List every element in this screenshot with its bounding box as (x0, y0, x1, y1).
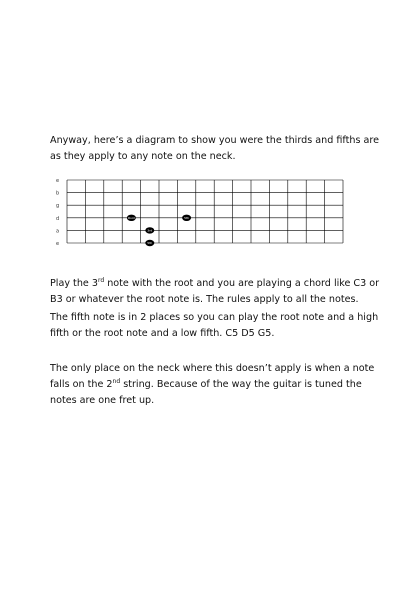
exception-text-end: string. Because of the way the guitar is tuned the notes are one fret up. (50, 379, 362, 406)
fifth-note-paragraph: The fifth note is in 2 places so you can play the root note and a high fifth or the root note and a low fifth. C5 D5 G5. (50, 312, 379, 339)
string-label: a (56, 228, 60, 235)
string-label: d (56, 215, 60, 222)
third-text-end: note with the root and you are playing a chord like C3 or B3 or whatever the root note is. The rules apply to all the notes. (50, 278, 380, 305)
third-note-paragraph (50, 276, 380, 308)
string-label: e (56, 178, 60, 184)
exception-paragraph (50, 361, 380, 409)
intro-paragraph: Anyway, here’s a diagram to show you were the thirds and fifths are as they apply to any note on the neck. (50, 135, 380, 162)
string-label: b (56, 190, 60, 197)
note-dot-label: 5th (184, 215, 190, 220)
exception-text-start: The only place on the neck where this doesn’t apply is when a note falls on the 2 (50, 363, 375, 390)
third-text-start: Play the 3 (50, 278, 98, 289)
string-label: g (56, 203, 60, 210)
note-dot-label: 3rd (147, 228, 153, 233)
third-superscript: rd (97, 276, 105, 284)
note-dot-label: 5th (147, 241, 153, 245)
note-dot-label: Root (128, 215, 135, 220)
exception-superscript: nd (112, 377, 121, 385)
string-label: e (56, 241, 60, 247)
